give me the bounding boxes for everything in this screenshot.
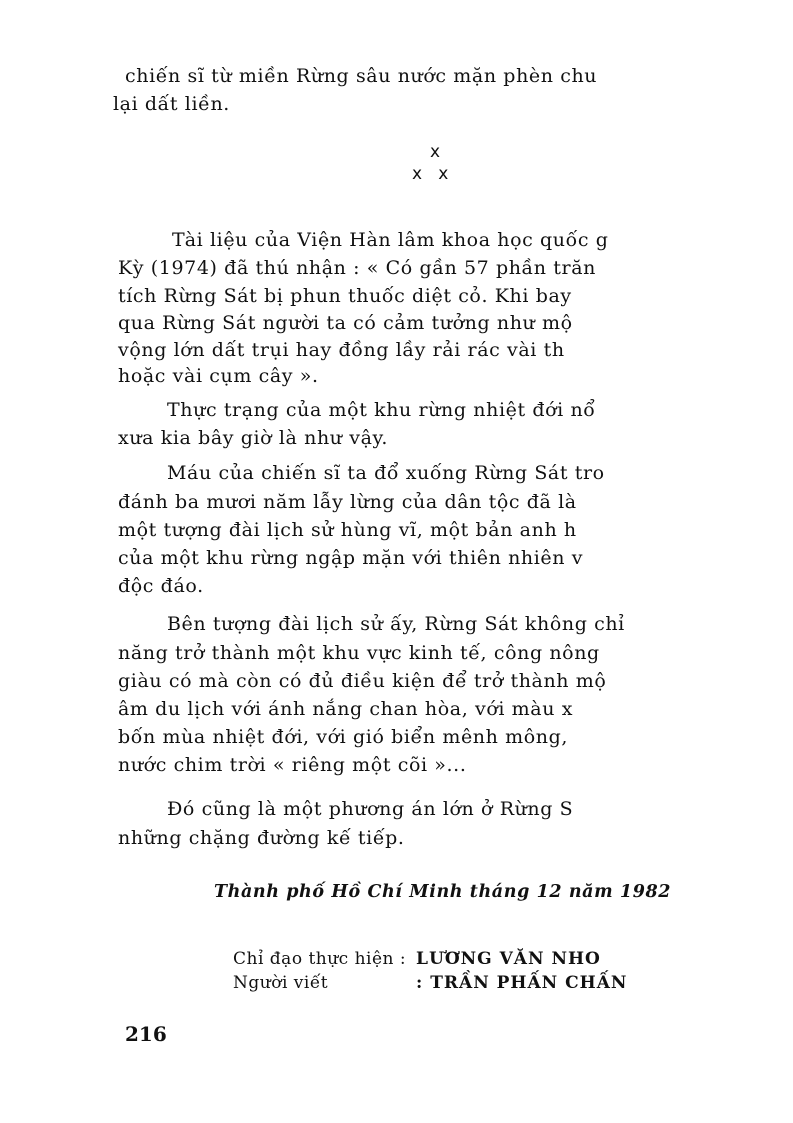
paragraph-line: qua Rừng Sát người ta có cảm tưởng như mộ xyxy=(118,312,573,334)
credit-value: : TRẦN PHẤN CHẤN xyxy=(416,973,628,993)
paragraph-line: những chặng đường kế tiếp. xyxy=(118,827,405,849)
paragraph-line: đánh ba mươi năm lẫy lừng của dân tộc đã là xyxy=(118,491,577,513)
signature-place-date: Thành phố Hồ Chí Minh tháng 12 năm 1982 xyxy=(214,882,672,902)
paragraph-line: độc đáo. xyxy=(118,575,204,597)
paragraph-line: bốn mùa nhiệt đới, với gió biển mênh mông, xyxy=(118,726,568,748)
paragraph-line: vộng lớn dất trụi hay đồng lầy rải rác vài th xyxy=(118,339,565,361)
section-separator-bottom: x x xyxy=(412,164,449,184)
paragraph-line: giàu có mà còn có đủ điều kiện để trở thành mộ xyxy=(118,670,607,692)
paragraph-line: Kỳ (1974) đã thú nhận : « Có gần 57 phần trăn xyxy=(118,257,596,279)
paragraph-line: âm du lịch với ánh nắng chan hòa, với màu x xyxy=(118,698,574,720)
paragraph-line: của một khu rừng ngập mặn với thiên nhiên v xyxy=(118,547,584,569)
credit-label: Người viết xyxy=(233,973,329,993)
paragraph-line: hoặc vài cụm cây ». xyxy=(118,365,319,387)
paragraph-line: tích Rừng Sát bị phun thuốc diệt cỏ. Khi bay xyxy=(118,285,572,307)
paragraph-line: Đó cũng là một phương án lớn ở Rừng S xyxy=(167,798,574,820)
credit-value: LƯƠNG VĂN NHO xyxy=(416,949,601,969)
credit-author xyxy=(233,973,627,993)
text-line: lại dất liền. xyxy=(113,93,230,115)
paragraph-line: Thực trạng của một khu rừng nhiệt đới nổ xyxy=(167,399,596,421)
paragraph-line: Máu của chiến sĩ ta đổ xuống Rừng Sát tro xyxy=(167,462,605,484)
paragraph-line: Tài liệu của Viện Hàn lâm khoa học quốc g xyxy=(172,229,609,251)
paragraph-line: một tượng đài lịch sử hùng vĩ, một bản anh h xyxy=(118,519,577,541)
paragraph-line: nước chim trời « riêng một cõi »... xyxy=(118,754,467,776)
page-number: 216 xyxy=(125,1022,167,1046)
text-line: chiến sĩ từ miền Rừng sâu nước mặn phèn chu xyxy=(125,65,598,87)
paragraph-line: Bên tượng đài lịch sử ấy, Rừng Sát không chỉ xyxy=(167,613,625,635)
paragraph-line: năng trở thành một khu vực kinh tế, công nông xyxy=(118,642,600,664)
section-separator-top: x xyxy=(430,142,441,162)
credit-label: Chỉ đạo thực hiện : xyxy=(233,949,407,969)
paragraph-line: xưa kia bây giờ là như vậy. xyxy=(118,427,388,449)
credit-director xyxy=(233,949,601,969)
